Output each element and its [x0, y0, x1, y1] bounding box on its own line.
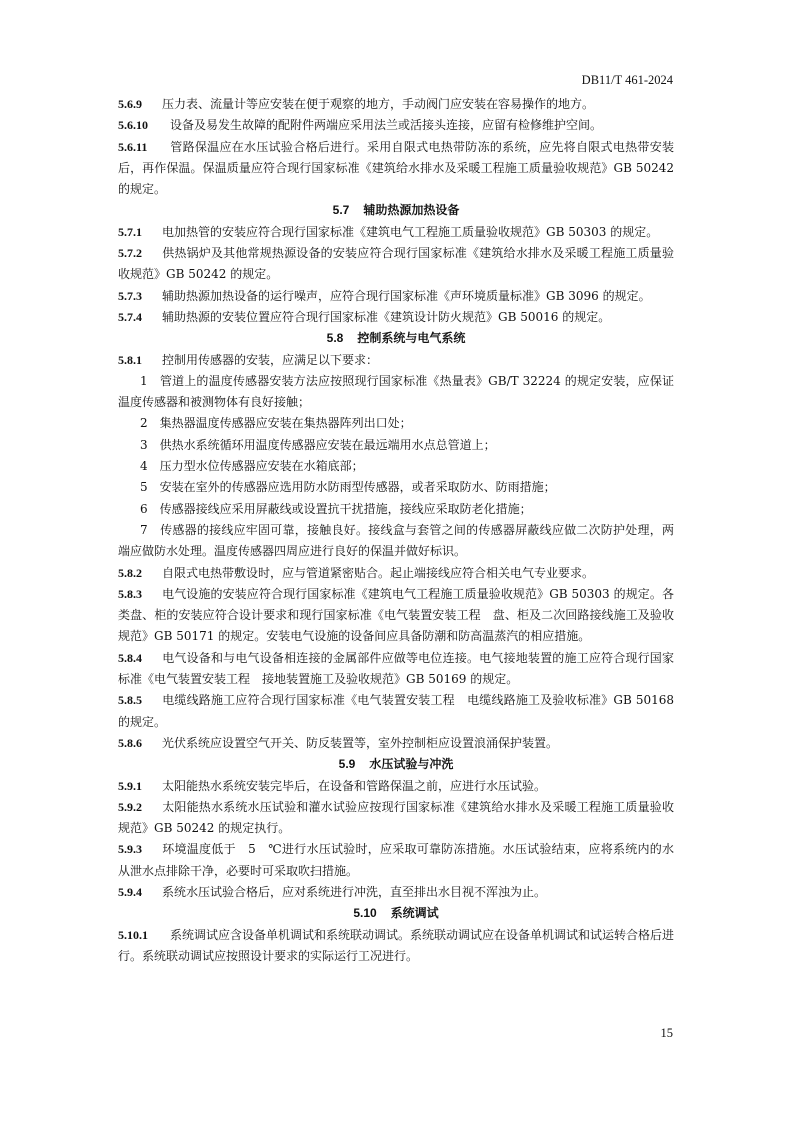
clause-text: 辅助热源的安装位置应符合现行国家标准《建筑设计防火规范》GB 50016 的规定。	[162, 309, 611, 324]
clause-number: 5.6.11	[118, 139, 148, 154]
section-number: 5.10	[353, 906, 377, 921]
clause-text: 压力表、流量计等应安装在便于观察的地方，手动阀门应安装在容易操作的地方。	[162, 97, 595, 111]
clause-text: 环境温度低于 5 ℃进行水压试验时，应采取可靠防冻措施。水压试验结束，应将系统内的水从泄水点排除干净，必要时可采取吹扫措施。	[118, 842, 674, 878]
clause-number: 5.8.2	[118, 565, 142, 580]
clause-text: 设备及易发生故障的配附件两端应采用法兰或活接头连接，应留有检修维护空间。	[170, 118, 603, 133]
list-item: 3 供热水系统循环用温度传感器应安装在最远端用水点总管道上；	[140, 437, 496, 452]
clause-paragraph	[118, 925, 674, 968]
section-heading	[118, 328, 674, 349]
clause-number: 5.9.1	[118, 778, 142, 793]
clause-text: 电气设施的安装应符合现行国家标准《建筑电气工程施工质量验收规范》GB 50303 的规定。各类盘、柜的安装应符合设计要求和现行国家标准《电气装置安装工程 盘、柜及二次回路接线施工及验收规范》GB 50171 的规定。安装电气设施的设备间应具备防潮和防高温蒸汽的相应措施。	[118, 586, 674, 644]
clause-paragraph	[118, 733, 674, 754]
clause-text: 辅助热源加热设备的运行噪声，应符合现行国家标准《声环境质量标准》GB 3096 的规定。	[162, 288, 651, 303]
section-heading	[118, 200, 674, 221]
clause-text: 太阳能热水系统安装完毕后，在设备和管路保温之前，应进行水压试验。	[162, 778, 547, 793]
clause-paragraph	[118, 839, 674, 882]
clause-number: 5.7.4	[118, 309, 142, 324]
page-number: 15	[660, 1026, 673, 1040]
clause-number: 5.9.3	[118, 842, 142, 857]
section-number: 5.7	[332, 203, 350, 218]
clause-paragraph	[118, 584, 674, 648]
section-number: 5.8	[326, 331, 344, 346]
clause-number: 5.9.2	[118, 799, 142, 814]
clause-text: 电加热管的安装应符合现行国家标准《建筑电气工程施工质量验收规范》GB 50303 的规定。	[162, 224, 659, 239]
clause-number: 5.7.2	[118, 246, 142, 261]
clause-text: 管路保温应在水压试验合格后进行。采用自限式电热带防冻的系统，应先将自限式电热带安装后，再作保温。保温质量应符合现行国家标准《建筑给水排水及采暖工程施工质量验收规范》GB 50242 的规定。	[118, 139, 674, 197]
clause-number: 5.10.1	[118, 927, 148, 942]
section-number: 5.9	[338, 757, 356, 772]
clause-paragraph	[118, 94, 674, 115]
clause-text: 电气设备和与电气设备相连接的金属部件应做等电位连接。电气接地装置的施工应符合现行国家标准《电气装置安装工程 接地装置施工及验收规范》GB 50169 的规定。	[118, 650, 674, 687]
list-item: 2 集热器温度传感器应安装在集热器阵列出口处；	[140, 416, 412, 431]
clause-text: 电缆线路施工应符合现行国家标准《电气装置安装工程 电缆线路施工及验收标准》GB 50168 的规定。	[118, 693, 674, 729]
clause-paragraph	[118, 307, 674, 328]
list-item: 6 传感器接线应采用屏蔽线或设置抗干扰措施，接线应采取防老化措施；	[140, 501, 532, 516]
clause-text: 系统水压试验合格后，应对系统进行冲洗，直至排出水目视不浑浊为止。	[162, 884, 547, 899]
clause-number: 5.8.3	[118, 586, 142, 601]
section-heading	[118, 754, 674, 775]
clause-text: 控制用传感器的安装，应满足以下要求：	[162, 352, 379, 367]
clause-paragraph	[118, 797, 674, 840]
clause-number: 5.8.5	[118, 693, 142, 708]
clause-number: 5.9.4	[118, 884, 142, 899]
clause-paragraph	[118, 137, 674, 201]
clause-paragraph	[118, 690, 674, 733]
clause-paragraph	[118, 243, 674, 286]
clause-number: 5.8.4	[118, 650, 142, 665]
list-item: 1 管道上的温度传感器安装方法应按照现行国家标准《热量表》GB/T 32224 的规定安装，应保证温度传感器和被测物体有良好接触；	[118, 373, 674, 410]
document-body	[118, 94, 674, 967]
clause-number: 5.7.3	[118, 288, 142, 303]
list-item: 4 压力型水位传感器应安装在水箱底部；	[140, 459, 364, 474]
document-code: DB11/T 461-2024	[581, 73, 673, 87]
clause-number: 5.8.6	[118, 735, 142, 750]
section-title: 系统调试	[390, 906, 439, 921]
list-item: 7 传感器的接线应牢固可靠，接触良好。接线盒与套管之间的传感器屏蔽线应做二次防护处理，两端应做防水处理。温度传感器四周应进行良好的保温并做好标识。	[118, 522, 674, 559]
section-title: 水压试验与冲洗	[369, 757, 454, 772]
clause-paragraph	[118, 882, 674, 903]
clause-number: 5.8.1	[118, 352, 142, 367]
clause-text: 系统调试应含设备单机调试和系统联动调试。系统联动调试应在设备单机调试和试运转合格后进行。系统联动调试应按照设计要求的实际运行工况进行。	[118, 927, 675, 963]
clause-number: 5.6.9	[118, 97, 142, 111]
clause-text: 太阳能热水系统水压试验和灌水试验应按现行国家标准《建筑给水排水及采暖工程施工质量验收规范》GB 50242 的规定执行。	[118, 799, 674, 836]
clause-text: 自限式电热带敷设时，应与管道紧密贴合。起止端接线应符合相关电气专业要求。	[162, 565, 595, 580]
clause-number: 5.6.10	[118, 118, 148, 133]
clause-text: 供热锅炉及其他常规热源设备的安装应符合现行国家标准《建筑给水排水及采暖工程施工质量验收规范》GB 50242 的规定。	[118, 246, 674, 282]
clause-paragraph	[118, 222, 674, 243]
clause-paragraph	[118, 115, 674, 136]
clause-number: 5.7.1	[118, 224, 142, 239]
section-title: 辅助热源加热设备	[363, 203, 460, 218]
clause-paragraph	[118, 350, 674, 371]
section-heading	[118, 903, 674, 924]
clause-text: 光伏系统应设置空气开关、防反装置等，室外控制柜应设置浪涌保护装置。	[162, 735, 559, 750]
clause-paragraph	[118, 776, 674, 797]
list-item: 5 安装在室外的传感器应选用防水防雨型传感器，或者采取防水、防雨措施；	[140, 480, 556, 495]
section-title: 控制系统与电气系统	[357, 331, 466, 346]
clause-paragraph	[118, 648, 674, 691]
clause-paragraph	[118, 286, 674, 307]
clause-paragraph	[118, 563, 674, 584]
